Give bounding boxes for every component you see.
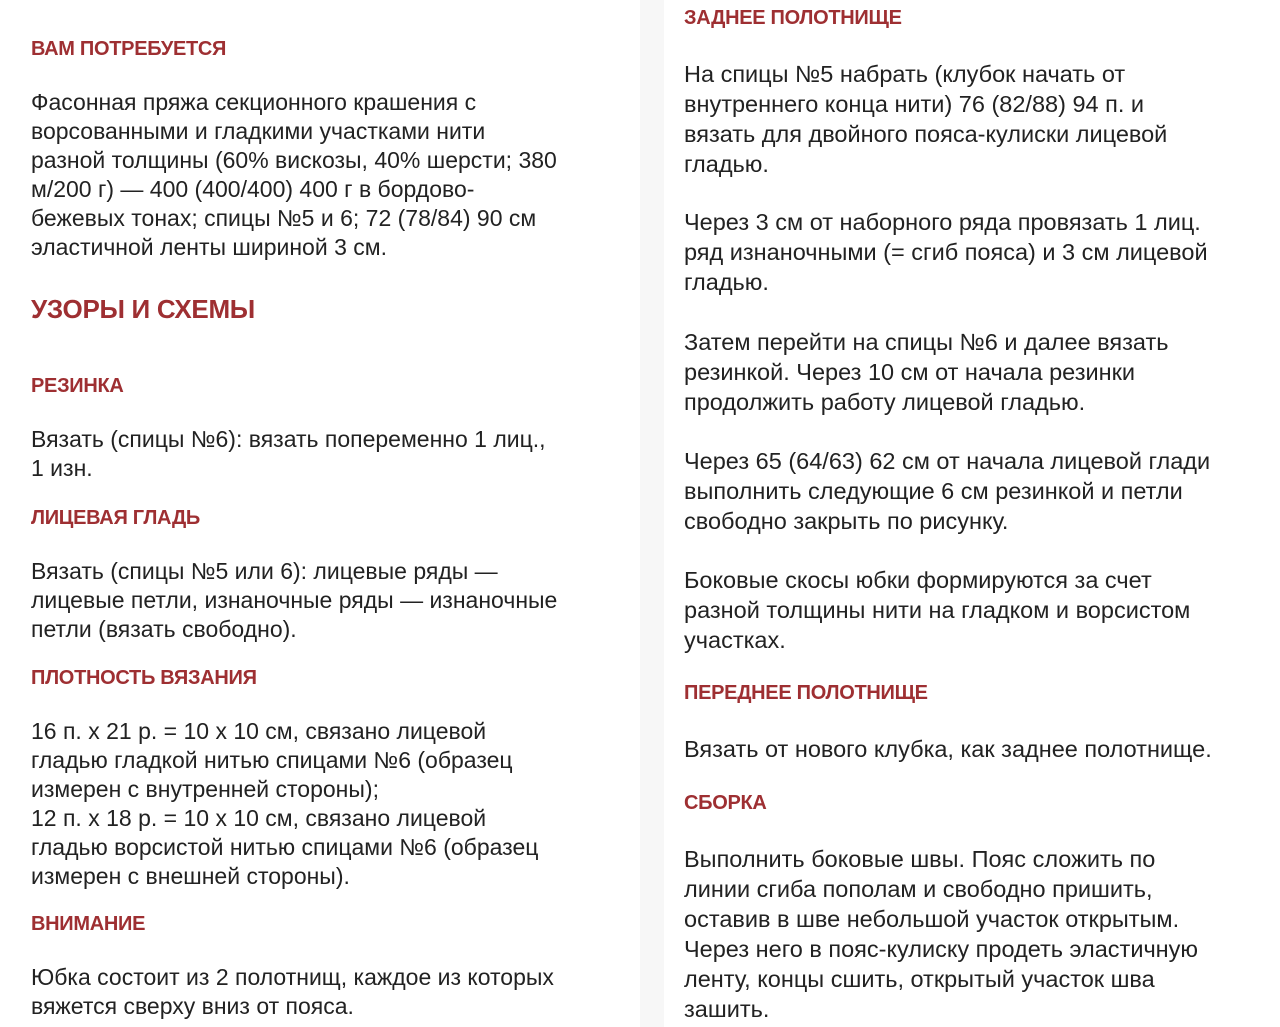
materials-heading: ВАМ ПОТРЕБУЕТСЯ — [31, 38, 227, 60]
text-line: Вязать (спицы №5 или 6): лицевые ряды — — [31, 558, 498, 584]
assembly-paragraph — [684, 844, 1198, 1024]
text-line: ворсованными и гладкими участками нити — [31, 118, 486, 144]
back-panel-paragraph — [684, 327, 1168, 417]
text-line: лицевые петли, изнаночные ряды — изнаночные — [31, 587, 558, 613]
text-line: 12 п. х 18 р. = 10 х 10 см, связано лицевой — [31, 805, 487, 831]
text-line: Боковые скосы юбки формируются за счет — [684, 567, 1152, 593]
patterns-heading: УЗОРЫ И СХЕМЫ — [31, 294, 255, 324]
back-panel-paragraph — [684, 565, 1190, 655]
right-column — [664, 0, 1280, 1027]
text-line: Вязать (спицы №6): вязать попеременно 1 лиц., — [31, 426, 546, 452]
text-line: Фасонная пряжа секционного крашения с — [31, 89, 477, 115]
text-line: ряд изнаночными (= сгиб пояса) и 3 см лицевой — [684, 239, 1208, 265]
text-line: зашить. — [684, 996, 770, 1022]
text-line: оставив в шве небольшой участок открытым. — [684, 906, 1180, 932]
front-panel-paragraph — [684, 734, 1212, 764]
text-line: участках. — [684, 627, 786, 653]
text-line: Через 3 см от наборного ряда провязать 1 лиц. — [684, 209, 1201, 235]
text-line: Вязать от нового клубка, как заднее полотнище. — [684, 736, 1212, 762]
assembly-heading: СБОРКА — [684, 792, 767, 814]
text-line: 16 п. х 21 р. = 10 х 10 см, связано лицевой — [31, 718, 487, 744]
text-line: продолжить работу лицевой гладью. — [684, 389, 1086, 415]
text-line: измерен с внешней стороны). — [31, 863, 350, 889]
text-line: бежевых тонах; спицы №5 и 6; 72 (78/84) 90 см — [31, 205, 537, 231]
text-line: измерен с внутренней стороны); — [31, 776, 379, 802]
rib-paragraph — [31, 425, 546, 483]
text-line: Через 65 (64/63) 62 см от начала лицевой глади — [684, 448, 1211, 474]
stockinette-paragraph — [31, 557, 557, 644]
back-panel-paragraph — [684, 446, 1210, 536]
text-line: резинкой. Через 10 см от начала резинки — [684, 359, 1135, 385]
rib-heading: РЕЗИНКА — [31, 375, 124, 397]
text-line: внутреннего конца нити) 76 (82/88) 94 п. и — [684, 91, 1145, 117]
text-line: 1 изн. — [31, 455, 93, 481]
text-line: разной толщины (60% вискозы, 40% шерсти; 380 — [31, 147, 557, 173]
text-line: разной толщины нити на гладком и ворсистом — [684, 597, 1191, 623]
text-line: гладью. — [684, 151, 769, 177]
text-line: Выполнить боковые швы. Пояс сложить по — [684, 846, 1156, 872]
back-panel-heading: ЗАДНЕЕ ПОЛОТНИЩЕ — [684, 7, 902, 29]
text-line: гладью. — [684, 269, 769, 295]
text-line: гладью ворсистой нитью спицами №6 (образец — [31, 834, 539, 860]
text-line: выполнить следующие 6 см резинкой и петли — [684, 478, 1183, 504]
gauge-paragraph — [31, 717, 538, 891]
text-line: Через него в пояс-кулиску продеть эластичную — [684, 936, 1199, 962]
gauge-heading: ПЛОТНОСТЬ ВЯЗАНИЯ — [31, 667, 257, 689]
materials-paragraph — [31, 88, 557, 262]
text-line: Затем перейти на спицы №6 и далее вязать — [684, 329, 1169, 355]
back-panel-paragraph — [684, 59, 1167, 179]
text-line: гладью гладкой нитью спицами №6 (образец — [31, 747, 513, 773]
text-line: эластичной ленты шириной 3 см. — [31, 234, 387, 260]
text-line: свободно закрыть по рисунку. — [684, 508, 1009, 534]
text-line: петли (вязать свободно). — [31, 616, 297, 642]
text-line: Юбка состоит из 2 полотнищ, каждое из которых — [31, 964, 554, 990]
stockinette-heading: ЛИЦЕВАЯ ГЛАДЬ — [31, 507, 200, 529]
text-line: вяжется сверху вниз от пояса. — [31, 993, 354, 1019]
front-panel-heading: ПЕРЕДНЕЕ ПОЛОТНИЩЕ — [684, 682, 928, 704]
attention-paragraph — [31, 963, 554, 1021]
column-gutter — [636, 0, 664, 1027]
text-line: м/200 г) — 400 (400/400) 400 г в бордово- — [31, 176, 475, 202]
text-line: линии сгиба пополам и свободно пришить, — [684, 876, 1153, 902]
back-panel-paragraph — [684, 207, 1208, 297]
text-line: вязать для двойного пояса-кулиски лицевой — [684, 121, 1168, 147]
text-line: ленту, концы сшить, открытый участок шва — [684, 966, 1155, 992]
text-line: На спицы №5 набрать (клубок начать от — [684, 61, 1126, 87]
attention-heading: ВНИМАНИЕ — [31, 913, 146, 935]
